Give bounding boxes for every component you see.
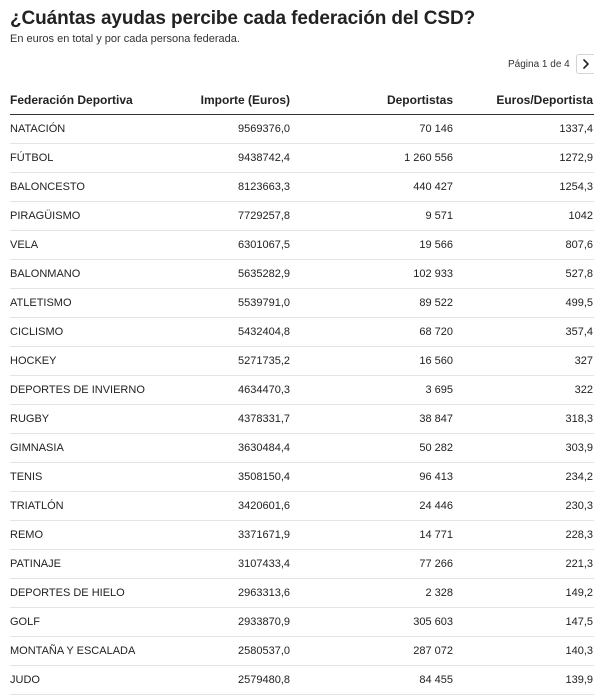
table-row [10,666,594,695]
cell-euros-per-athlete: 221,3 [453,550,594,579]
cell-amount: 5271735,2 [190,347,290,376]
cell-amount: 5432404,8 [190,318,290,347]
cell-federation: ATLETISMO [10,289,190,318]
cell-euros-per-athlete: 303,9 [453,434,594,463]
cell-athletes: 19 566 [290,231,453,260]
table-row [10,144,594,173]
table-row [10,608,594,637]
cell-federation: VELA [10,231,190,260]
cell-athletes: 3 695 [290,376,453,405]
table-row [10,492,594,521]
cell-amount: 4634470,3 [190,376,290,405]
cell-euros-per-athlete: 1042 [453,202,594,231]
cell-amount: 2963313,6 [190,579,290,608]
cell-federation: GOLF [10,608,190,637]
cell-amount: 3107433,4 [190,550,290,579]
cell-euros-per-athlete: 149,2 [453,579,594,608]
cell-euros-per-athlete: 147,5 [453,608,594,637]
cell-athletes: 14 771 [290,521,453,550]
table-row [10,579,594,608]
cell-euros-per-athlete: 1254,3 [453,173,594,202]
data-table [10,85,594,695]
cell-athletes: 9 571 [290,202,453,231]
cell-amount: 5539791,0 [190,289,290,318]
cell-athletes: 1 260 556 [290,144,453,173]
table-row [10,202,594,231]
cell-federation: DEPORTES DE HIELO [10,579,190,608]
cell-amount: 3371671,9 [190,521,290,550]
cell-euros-per-athlete: 1337,4 [453,115,594,144]
cell-athletes: 16 560 [290,347,453,376]
cell-athletes: 68 720 [290,318,453,347]
column-header-amount[interactable]: Importe (Euros) [190,85,290,115]
table-row [10,318,594,347]
chart-subtitle: En euros en total y por cada persona federada. [10,33,240,45]
cell-euros-per-athlete: 140,3 [453,637,594,666]
cell-athletes: 38 847 [290,405,453,434]
cell-federation: PIRAGÜISMO [10,202,190,231]
cell-athletes: 2 328 [290,579,453,608]
cell-amount: 2933870,9 [190,608,290,637]
cell-euros-per-athlete: 318,3 [453,405,594,434]
next-page-button[interactable] [576,54,594,74]
chart-title: ¿Cuántas ayudas percibe cada federación del CSD? [10,8,476,29]
cell-euros-per-athlete: 527,8 [453,260,594,289]
cell-athletes: 70 146 [290,115,453,144]
cell-federation: GIMNASIA [10,434,190,463]
pagination [508,54,594,74]
table-row [10,550,594,579]
cell-amount: 2580537,0 [190,637,290,666]
table-header-row [10,85,594,115]
table-row [10,434,594,463]
cell-athletes: 24 446 [290,492,453,521]
cell-amount: 3508150,4 [190,463,290,492]
cell-athletes: 84 455 [290,666,453,695]
table-row [10,289,594,318]
cell-euros-per-athlete: 1272,9 [453,144,594,173]
cell-euros-per-athlete: 327 [453,347,594,376]
cell-federation: TRIATLÓN [10,492,190,521]
cell-amount: 2579480,8 [190,666,290,695]
cell-athletes: 305 603 [290,608,453,637]
cell-amount: 3420601,6 [190,492,290,521]
table-row [10,521,594,550]
table-row [10,231,594,260]
cell-euros-per-athlete: 228,3 [453,521,594,550]
cell-federation: NATACIÓN [10,115,190,144]
cell-athletes: 102 933 [290,260,453,289]
cell-athletes: 96 413 [290,463,453,492]
cell-euros-per-athlete: 230,3 [453,492,594,521]
column-header-athletes[interactable]: Deportistas [290,85,453,115]
table-row [10,173,594,202]
cell-euros-per-athlete: 499,5 [453,289,594,318]
cell-amount: 8123663,3 [190,173,290,202]
cell-federation: MONTAÑA Y ESCALADA [10,637,190,666]
cell-athletes: 50 282 [290,434,453,463]
table-row [10,637,594,666]
cell-federation: DEPORTES DE INVIERNO [10,376,190,405]
table-row [10,115,594,144]
cell-federation: BALONCESTO [10,173,190,202]
cell-euros-per-athlete: 322 [453,376,594,405]
table-row [10,463,594,492]
cell-euros-per-athlete: 807,6 [453,231,594,260]
cell-athletes: 77 266 [290,550,453,579]
table-row [10,260,594,289]
page-indicator: Página 1 de 4 [508,58,570,70]
cell-amount: 6301067,5 [190,231,290,260]
table-row [10,405,594,434]
cell-federation: PATINAJE [10,550,190,579]
cell-euros-per-athlete: 357,4 [453,318,594,347]
cell-federation: RUGBY [10,405,190,434]
cell-amount: 9569376,0 [190,115,290,144]
cell-amount: 9438742,4 [190,144,290,173]
cell-federation: BALONMANO [10,260,190,289]
column-header-federation[interactable]: Federación Deportiva [10,85,190,115]
cell-federation: CICLISMO [10,318,190,347]
cell-amount: 5635282,9 [190,260,290,289]
cell-euros-per-athlete: 234,2 [453,463,594,492]
table-row [10,347,594,376]
cell-amount: 3630484,4 [190,434,290,463]
cell-federation: REMO [10,521,190,550]
cell-athletes: 89 522 [290,289,453,318]
column-header-euros-per-athlete[interactable]: Euros/Deportista [453,85,594,115]
cell-federation: JUDO [10,666,190,695]
cell-athletes: 287 072 [290,637,453,666]
cell-federation: HOCKEY [10,347,190,376]
cell-amount: 7729257,8 [190,202,290,231]
cell-euros-per-athlete: 139,9 [453,666,594,695]
cell-amount: 4378331,7 [190,405,290,434]
chevron-right-icon [582,59,590,69]
cell-athletes: 440 427 [290,173,453,202]
cell-federation: FÚTBOL [10,144,190,173]
table-body [10,115,594,695]
cell-federation: TENIS [10,463,190,492]
data-table-viewport[interactable] [10,85,594,699]
table-row [10,376,594,405]
